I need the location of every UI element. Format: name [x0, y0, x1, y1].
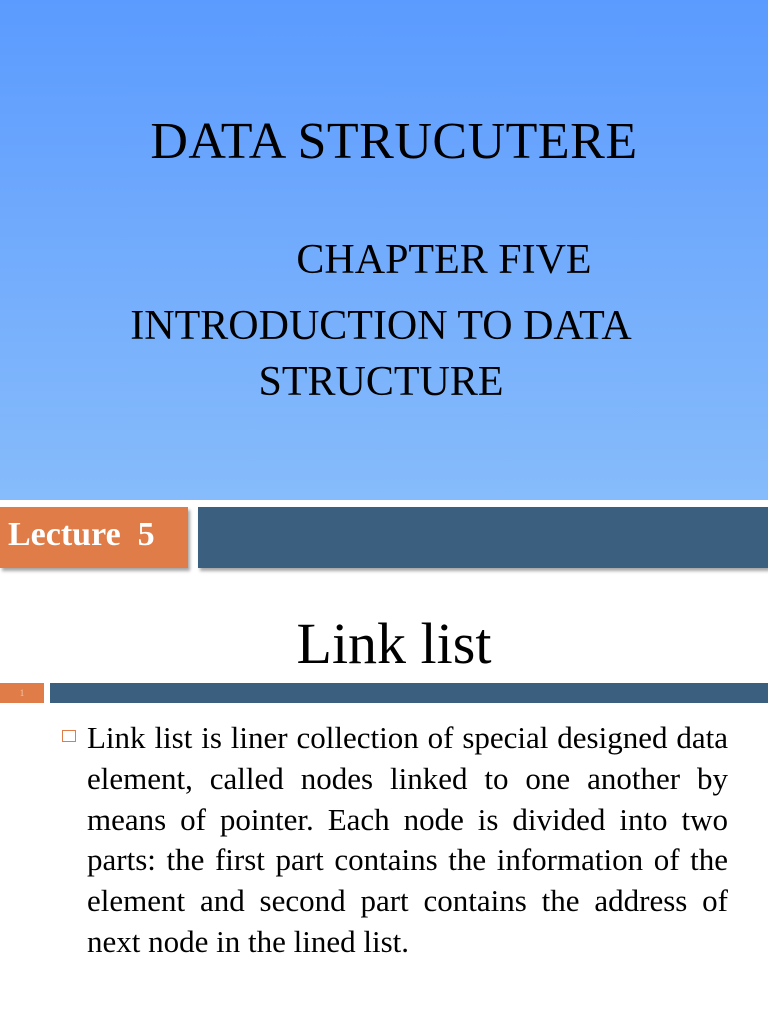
content-slide-title: Link list — [296, 611, 492, 676]
chapter-heading: CHAPTER FIVE — [296, 237, 592, 283]
square-bullet-icon — [62, 730, 76, 742]
bullet-item — [60, 718, 728, 963]
content-accent-bar — [50, 683, 768, 703]
subtitle-line-1: INTRODUCTION TO DATA — [130, 303, 632, 349]
bullet-text: Link list is liner collection of special designed data element, called nodes linked to one another by means of pointer. Each node is divided into two parts: the first part contains the information of the element and second part contains the address of next node in the lined list. — [87, 720, 728, 959]
subtitle-line-2: STRUCTURE — [258, 359, 504, 405]
title-slide — [0, 0, 768, 500]
slide-title: DATA STRUCUTERE — [150, 113, 638, 170]
lecture-accent-bar — [198, 507, 768, 568]
slide-number-badge: 1 — [0, 683, 44, 703]
lecture-label: Lecture 5 — [0, 507, 188, 568]
